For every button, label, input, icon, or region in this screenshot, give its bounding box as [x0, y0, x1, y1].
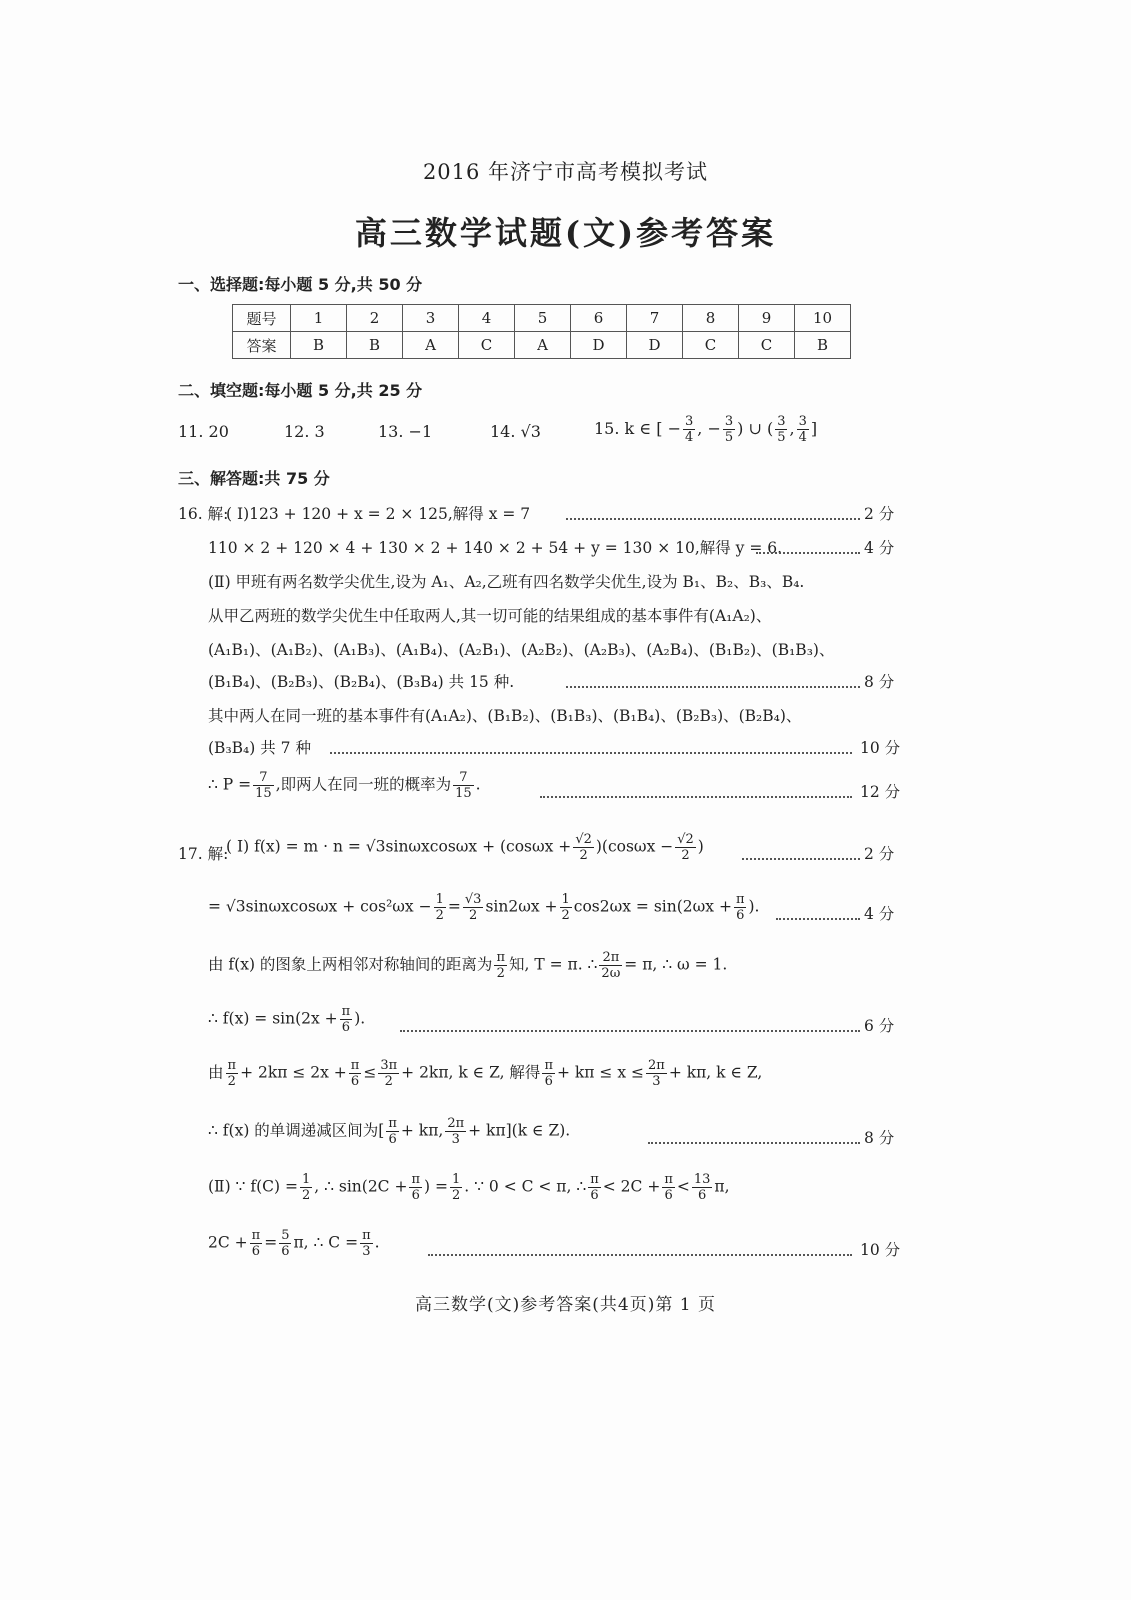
q16-line-4: 从甲乙两班的数学尖优生中任取两人,其一切可能的结果组成的基本事件有(A₁A₂)、 [208, 607, 772, 625]
answer-cell: A [403, 332, 459, 359]
leader-dots [400, 1030, 860, 1032]
section2-heading: 二、填空题:每小题 5 分,共 25 分 [178, 381, 423, 400]
row-label-answer: 答案 [233, 332, 291, 359]
score-label: 10 分 [860, 1241, 901, 1259]
row-label-question: 题号 [233, 305, 291, 332]
q16-line-8: (B₃B₄) 共 7 种 [208, 739, 311, 757]
leader-dots [756, 552, 860, 554]
score-label: 8 分 [864, 1129, 895, 1147]
section1-heading: 一、选择题:每小题 5 分,共 50 分 [178, 275, 423, 294]
leader-dots [428, 1254, 852, 1256]
score-label: 6 分 [864, 1017, 895, 1035]
table-row [233, 332, 851, 359]
answer-cell: D [571, 332, 627, 359]
q17-line-8: 2C + $\frac{\pi}{6}$ = $\frac{5}{6}$ π, ∴ C = $\frac{\pi}{3}$ . [208, 1228, 380, 1259]
q16-line-2: 110 × 2 + 120 × 4 + 130 × 2 + 140 × 2 + 54 + y = 130 × 10,解得 y = 6. [208, 539, 783, 557]
fill-answer-11: 11. 20 [178, 422, 229, 441]
answer-cell: A [515, 332, 571, 359]
q17-line-4: ∴ f(x) = sin(2x + $\frac{\pi}{6}$ ). [208, 1004, 366, 1035]
score-label: 4 分 [864, 539, 895, 557]
answer-cell: B [795, 332, 851, 359]
answer-table [232, 304, 851, 359]
q16-line-5: (A₁B₁)、(A₁B₂)、(A₁B₃)、(A₁B₄)、(A₂B₁)、(A₂B₂)、(A₂B₃)、(A₂B₄)、(B₁B₂)、(B₁B₃)、 [208, 641, 835, 659]
answer-cell: D [627, 332, 683, 359]
score-label: 4 分 [864, 905, 895, 923]
answer-cell: C [683, 332, 739, 359]
answer-cell: C [459, 332, 515, 359]
q16-number: 16. 解: [178, 505, 229, 523]
leader-dots [566, 686, 860, 688]
q16-line-7: 其中两人在同一班的基本事件有(A₁A₂)、(B₁B₂)、(B₁B₃)、(B₁B₄)、(B₂B₃)、(B₂B₄)、 [208, 707, 802, 725]
question-number: 5 [515, 305, 571, 332]
fill-answer-15: 15. k ∈ [ − $\frac{3}{4}$ , − $\frac{3}{5}$ ) ∪ ( $\frac{3}{5}$ , $\frac{3}{4}$ ] [594, 414, 818, 445]
answer-cell: B [347, 332, 403, 359]
q16-line-6: (B₁B₄)、(B₂B₃)、(B₂B₄)、(B₃B₄) 共 15 种. [208, 673, 515, 691]
leader-dots [330, 752, 852, 754]
leader-dots [648, 1142, 860, 1144]
score-label: 8 分 [864, 673, 895, 691]
document-title: 高三数学试题(文)参考答案 [354, 214, 777, 252]
question-number: 7 [627, 305, 683, 332]
leader-dots [776, 918, 860, 920]
q16-line-9: ∴ P = $\frac{7}{15}$ ,即两人在同一班的概率为 $\frac{7}{15}$ . [208, 770, 481, 801]
answer-cell: B [291, 332, 347, 359]
score-label: 10 分 [860, 739, 901, 757]
leader-dots [566, 518, 860, 520]
table-row [233, 305, 851, 332]
question-number: 4 [459, 305, 515, 332]
leader-dots [742, 858, 860, 860]
fill-answer-12: 12. 3 [284, 422, 325, 441]
leader-dots [540, 796, 852, 798]
question-number: 8 [683, 305, 739, 332]
answer-cell: C [739, 332, 795, 359]
score-label: 12 分 [860, 783, 901, 801]
page-footer: 高三数学(文)参考答案(共4页)第 1 页 [415, 1295, 716, 1315]
q17-line-1: ( Ⅰ) f(x) = m · n = √3sinωxcosωx + (cosωx + $\frac{√2}{2}$ )(cosωx − $\frac{√2}{2}$ ) [226, 832, 704, 863]
score-label: 2 分 [864, 845, 895, 863]
fill-answer-14: 14. √3 [490, 422, 541, 441]
question-number: 9 [739, 305, 795, 332]
question-number: 10 [795, 305, 851, 332]
score-label: 2 分 [864, 505, 895, 523]
q17-line-7: (Ⅱ) ∵ f(C) = $\frac{1}{2}$ , ∴ sin(2C + $\frac{\pi}{6}$ ) = $\frac{1}{2}$ . ∵ 0 < C < π, ∴ $\frac{\pi}{6}$ < 2C + $\frac{\pi}{6}$ < $\frac{13}{6}$ π, [208, 1172, 730, 1203]
question-number: 2 [347, 305, 403, 332]
question-number: 1 [291, 305, 347, 332]
exam-subtitle: 2016 年济宁市高考模拟考试 [422, 160, 709, 184]
q17-number: 17. 解: [178, 845, 229, 863]
question-number: 6 [571, 305, 627, 332]
fill-answer-13: 13. −1 [378, 422, 433, 441]
section3-heading: 三、解答题:共 75 分 [178, 469, 330, 488]
q17-line-5: 由 $\frac{\pi}{2}$ + 2kπ ≤ 2x + $\frac{\pi}{6}$ ≤ $\frac{3\pi}{2}$ + 2kπ, k ∈ Z, 解得 $\frac{\pi}{6}$ + kπ ≤ x ≤ $\frac{2\pi}{3}$ + kπ, k ∈ Z, [208, 1058, 763, 1089]
q16-line-1: ( Ⅰ)123 + 120 + x = 2 × 125,解得 x = 7 [226, 505, 531, 523]
q17-line-2: = √3sinωxcosωx + cos²ωx − $\frac{1}{2}$ = $\frac{√3}{2}$ sin2ωx + $\frac{1}{2}$ cos2ωx = sin(2ωx + $\frac{\pi}{6}$ ). [208, 892, 760, 923]
q17-line-3: 由 f(x) 的图象上两相邻对称轴间的距离为 $\frac{\pi}{2}$ 知, T = π. ∴ $\frac{2\pi}{2\omega}$ = π, ∴ ω = 1. [208, 950, 728, 981]
question-number: 3 [403, 305, 459, 332]
q17-line-6: ∴ f(x) 的单调递减区间为[ $\frac{\pi}{6}$ + kπ, $\frac{2\pi}{3}$ + kπ](k ∈ Z). [208, 1116, 571, 1147]
q16-line-3: (Ⅱ) 甲班有两名数学尖优生,设为 A₁、A₂,乙班有四名数学尖优生,设为 B₁、B₂、B₃、B₄. [208, 573, 805, 591]
